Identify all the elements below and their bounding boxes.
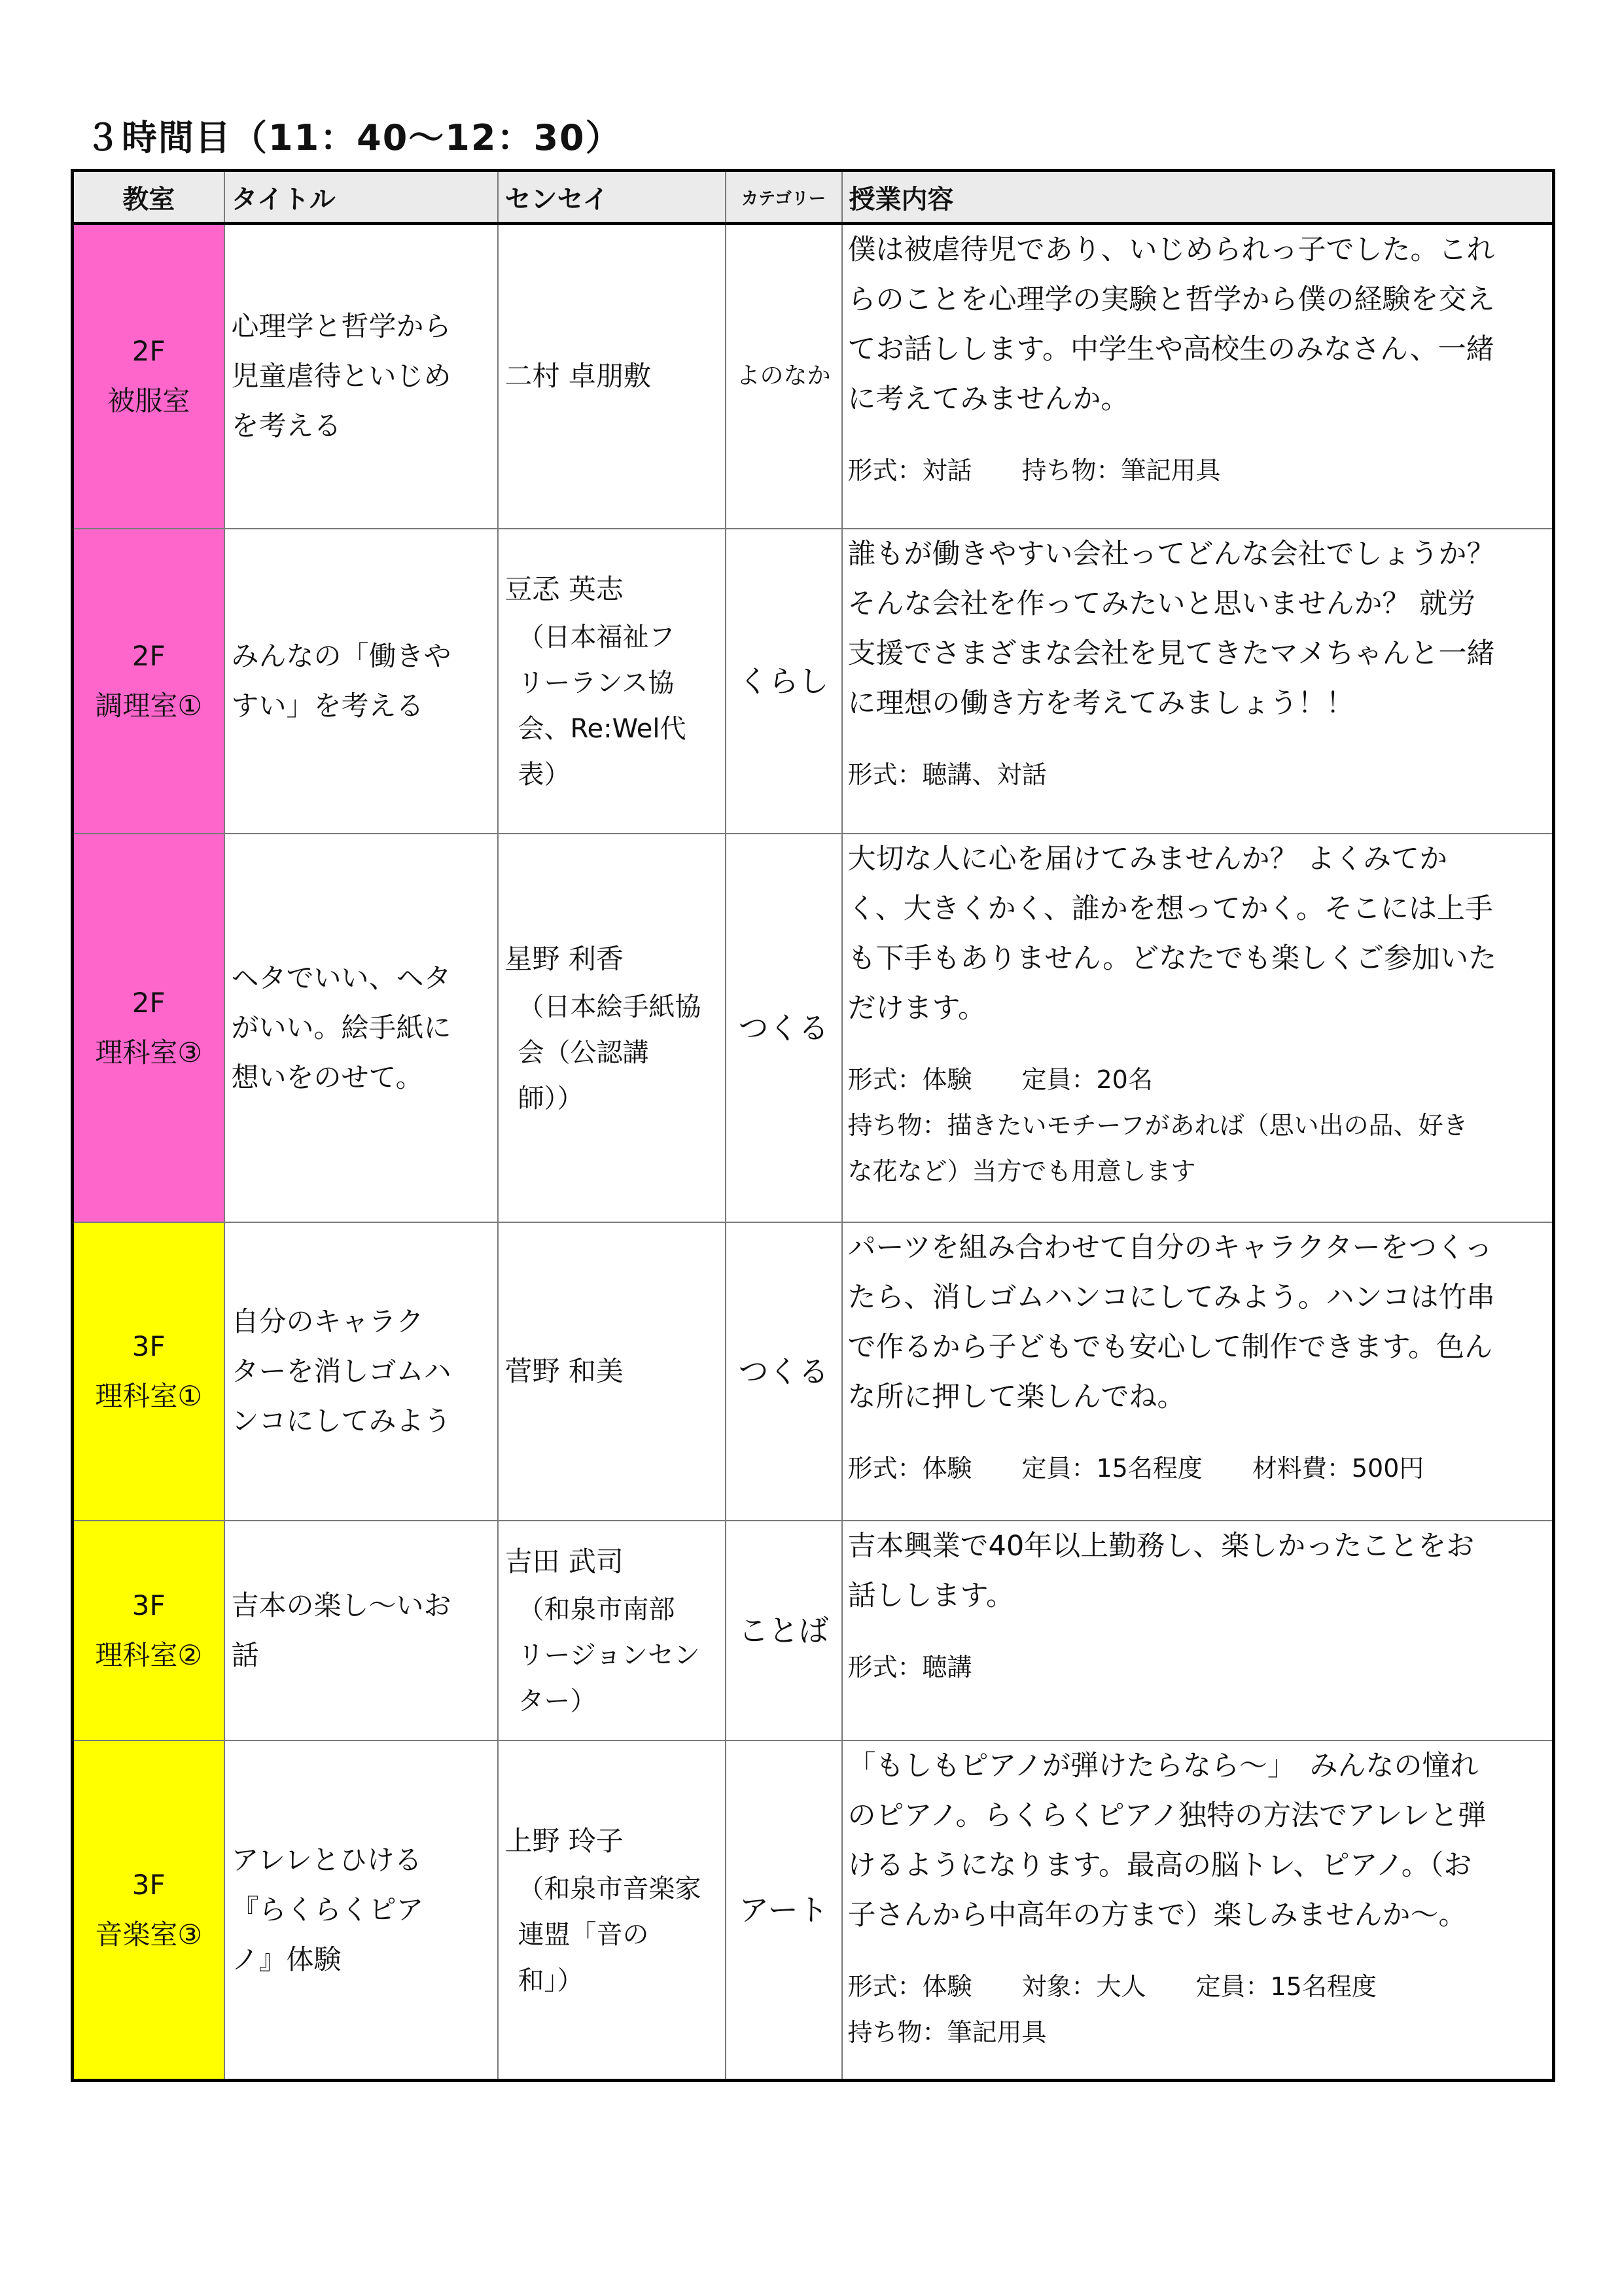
- title-line: ヘタでいい、ヘタ: [231, 961, 451, 994]
- affiliation-line: 和」）: [518, 1965, 584, 1996]
- content-line: に理想の働き方を考えてみましょう！！: [847, 686, 1354, 720]
- content-cell: [842, 834, 1554, 1222]
- room-name: 理科室②: [95, 1638, 203, 1671]
- affiliation-line: 会、Re:Wel代: [518, 713, 686, 744]
- page-title: ３時間目（11：40～12：30）: [85, 117, 622, 158]
- title-cell: [224, 834, 498, 1222]
- teacher-name: 豆孞 英志: [504, 573, 624, 605]
- meta-line: 持ち物：描きたいモチーフがあれば（思い出の品、好き: [847, 1110, 1468, 1140]
- category-cell: くらし: [726, 529, 842, 834]
- content-line: 僕は被虐待児であり、いじめられっ子でした。これ: [847, 234, 1495, 266]
- affiliation-line: 連盟「音の: [518, 1919, 649, 1950]
- title-line: 話: [231, 1638, 259, 1671]
- title-line: 『らくらくピア: [231, 1893, 424, 1926]
- meta-line: 形式：聴講、対話: [847, 760, 1047, 789]
- room-cell: [73, 1222, 224, 1521]
- table-row: [73, 529, 1554, 834]
- table-row: [73, 1521, 1554, 1740]
- meta-line: 形式：体験 対象：大人 定員：15名程度: [847, 1971, 1377, 2001]
- teacher-name: 上野 玲子: [504, 1824, 624, 1857]
- content-line: で作るから子どもでも安心して制作できます。色ん: [847, 1330, 1493, 1364]
- teacher-name: 二村 卓朋敷: [504, 360, 651, 393]
- title-line: みんなの「働きや: [231, 639, 451, 672]
- meta-line: 持ち物：筆記用具: [847, 2017, 1047, 2047]
- content-line: も下手もありません。どなたでも楽しくご参加いた: [847, 942, 1497, 975]
- content-line: 支援でさまざまな会社を見てきたマメちゃんと一緒: [847, 637, 1495, 670]
- category-cell: ことば: [726, 1521, 842, 1740]
- title-line: 心理学と哲学から: [231, 310, 451, 343]
- teacher-cell: [498, 1521, 726, 1740]
- affiliation-line: 師））: [518, 1083, 584, 1114]
- title-line: ターを消しゴムハ: [231, 1354, 451, 1387]
- room-cell: [73, 224, 224, 529]
- content-cell: [842, 1740, 1554, 2081]
- header-category: カテゴリー: [726, 171, 842, 224]
- category-cell: アート: [726, 1740, 842, 2081]
- title-cell: [224, 1222, 498, 1521]
- content-line: だけます。: [847, 991, 987, 1025]
- title-line: がいい。絵手紙に: [231, 1011, 451, 1044]
- content-cell: [842, 224, 1554, 529]
- title-line: を考える: [231, 410, 342, 442]
- affiliation-line: （日本福祉フ: [518, 622, 675, 652]
- meta-line: 形式：体験 定員：15名程度 材料費：500円: [847, 1453, 1424, 1483]
- category-cell: よのなか: [726, 224, 842, 529]
- content-line: 子さんから中高年の方まで）楽しみませんか～。: [847, 1898, 1467, 1932]
- content-line: に考えてみませんか。: [847, 383, 1129, 415]
- meta-line: 形式：対話 持ち物：筆記用具: [847, 456, 1221, 485]
- content-cell: [842, 1222, 1554, 1521]
- affiliation-line: 会（公認講: [518, 1037, 649, 1068]
- affiliation-line: （日本絵手紙協: [518, 991, 701, 1022]
- room-name: 音楽室③: [95, 1918, 203, 1951]
- title-line: すい」を考える: [231, 689, 424, 722]
- affiliation-line: ター）: [518, 1686, 597, 1716]
- content-cell: [842, 529, 1554, 834]
- content-line: のピアノ。らくらくピアノ独特の方法でアレレと弾: [847, 1799, 1487, 1832]
- affiliation-line: （和泉市音楽家: [518, 1873, 701, 1904]
- room-floor: 2F: [132, 986, 166, 1019]
- content-line: 誰もが働きやすい会社ってどんな会社でしょうか？: [847, 537, 1495, 571]
- teacher-cell: [498, 224, 726, 529]
- header-content: 授業内容: [842, 171, 1554, 224]
- table-row: [73, 834, 1554, 1222]
- content-line: パーツを組み合わせて自分のキャラクターをつくっ: [847, 1231, 1493, 1264]
- room-name: 被服室: [107, 385, 190, 417]
- content-line: らのことを心理学の実験と哲学から僕の経験を交え: [847, 283, 1495, 316]
- room-name: 調理室①: [95, 689, 203, 722]
- room-floor: 3F: [132, 1330, 166, 1362]
- title-line: ンコにしてみよう: [231, 1404, 451, 1437]
- room-name: 理科室①: [95, 1379, 203, 1412]
- title-cell: [224, 224, 498, 529]
- table-row: [73, 1222, 1554, 1521]
- room-floor: 3F: [132, 1589, 166, 1621]
- content-line: 吉本興業で40年以上勤務し、楽しかったことをお: [847, 1529, 1475, 1563]
- content-line: 「もしもピアノが弾けたらなら～」 みんなの憧れ: [847, 1749, 1479, 1782]
- content-line: てお話しします。中学生や高校生のみなさん、一緒: [847, 333, 1494, 366]
- schedule-table: [71, 169, 1555, 2082]
- room-floor: 2F: [132, 639, 166, 672]
- teacher-cell: [498, 834, 726, 1222]
- room-cell: [73, 1521, 224, 1740]
- affiliation-line: 表）: [518, 759, 571, 790]
- meta-line: な花など）当方でも用意します: [847, 1156, 1196, 1186]
- table-row: [73, 1740, 1554, 2081]
- meta-line: 形式：聴講: [847, 1652, 972, 1682]
- room-cell: [73, 1740, 224, 2081]
- title-line: 吉本の楽し～いお: [231, 1589, 451, 1621]
- title-line: ノ』体験: [231, 1943, 342, 1975]
- room-floor: 3F: [132, 1868, 166, 1901]
- header-teacher: センセイ: [498, 171, 726, 224]
- table-row: [73, 224, 1554, 529]
- meta-line: 形式：体験 定員：20名: [847, 1065, 1153, 1094]
- teacher-cell: [498, 1740, 726, 2081]
- teacher-name: 菅野 和美: [504, 1354, 624, 1387]
- room-cell: [73, 834, 224, 1222]
- title-line: 自分のキャラク: [231, 1305, 424, 1337]
- teacher-cell: [498, 1222, 726, 1521]
- header-room: 教室: [73, 171, 224, 224]
- category-cell: つくる: [726, 1222, 842, 1521]
- affiliation-line: リーランス協: [518, 667, 675, 698]
- header-title: タイトル: [224, 171, 498, 224]
- content-cell: [842, 1521, 1554, 1740]
- content-line: く、大きくかく、誰かを想ってかく。そこには上手: [847, 892, 1493, 925]
- category-cell: つくる: [726, 834, 842, 1222]
- title-cell: [224, 1740, 498, 2081]
- content-line: けるようになります。最高の脳トレ、ピアノ。（お: [847, 1848, 1472, 1882]
- title-cell: [224, 1521, 498, 1740]
- content-line: 話しします。: [847, 1579, 1015, 1612]
- content-line: 大切な人に心を届けてみませんか？ よくみてか: [847, 842, 1448, 875]
- teacher-cell: [498, 529, 726, 834]
- teacher-name: 星野 利香: [504, 942, 624, 975]
- room-cell: [73, 529, 224, 834]
- title-line: 想いをのせて。: [231, 1061, 423, 1093]
- title-cell: [224, 529, 498, 834]
- room-floor: 2F: [132, 335, 166, 368]
- content-line: な所に押して楽しんでね。: [847, 1380, 1186, 1413]
- affiliation-line: リージョンセン: [518, 1640, 700, 1670]
- title-line: アレレとひける: [231, 1843, 422, 1876]
- header-row: [73, 171, 1554, 224]
- content-line: そんな会社を作ってみたいと思いませんか？ 就労: [847, 587, 1476, 620]
- affiliation-line: （和泉市南部: [518, 1594, 675, 1625]
- title-line: 児童虐待といじめ: [231, 360, 451, 393]
- content-line: たら、消しゴムハンコにしてみよう。ハンコは竹串: [847, 1280, 1495, 1314]
- room-name: 理科室③: [95, 1036, 203, 1069]
- teacher-name: 吉田 武司: [504, 1545, 624, 1578]
